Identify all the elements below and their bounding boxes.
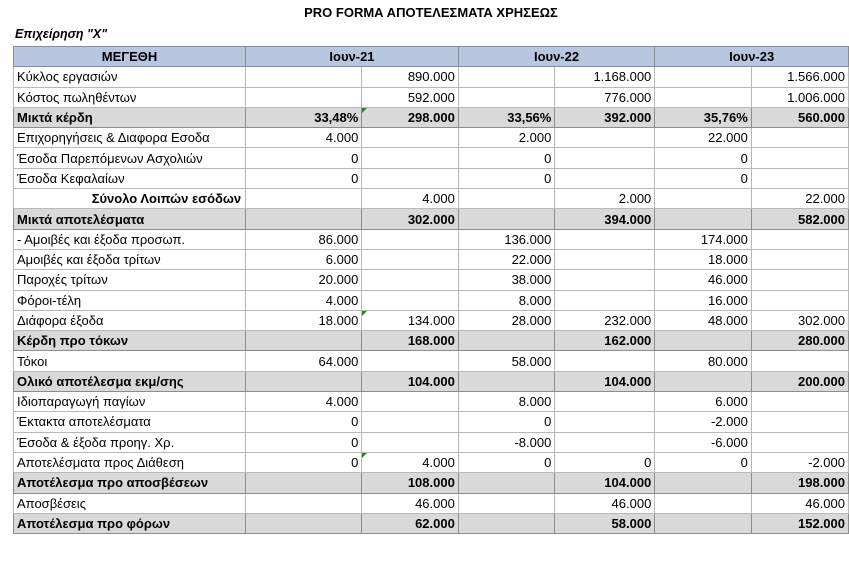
header-measures: ΜΕΓΕΘΗ [14,47,246,67]
detail-cell [655,67,752,87]
table-row [14,209,849,229]
total-cell: 46.000 [751,493,848,513]
total-cell [555,351,655,371]
total-cell: 134.000 [362,310,459,330]
total-cell [555,168,655,188]
total-cell: 0 [555,452,655,472]
detail-cell [655,513,752,533]
row-label: Τόκοι [14,351,246,371]
income-statement-table [13,46,849,534]
detail-cell: 35,76% [655,107,752,127]
table-row [14,412,849,432]
table-row [14,351,849,371]
total-cell [751,351,848,371]
detail-cell [655,331,752,351]
detail-cell: 33,48% [246,107,362,127]
detail-cell: 0 [655,452,752,472]
detail-cell: 4.000 [246,128,362,148]
row-label: Έσοδα Παρεπόμενων Ασχολιών [14,148,246,168]
total-cell: 1.168.000 [555,67,655,87]
detail-cell: 0 [246,168,362,188]
table-row [14,168,849,188]
total-cell: 560.000 [751,107,848,127]
detail-cell [246,189,362,209]
detail-cell: 4.000 [246,392,362,412]
row-label: Κύκλος εργασιών [14,67,246,87]
detail-cell: 20.000 [246,270,362,290]
total-cell: 232.000 [555,310,655,330]
total-cell [751,229,848,249]
row-label: - Αμοιβές και έξοδα προσωπ. [14,229,246,249]
detail-cell [458,493,555,513]
detail-cell: 64.000 [246,351,362,371]
table-body [14,67,849,534]
detail-cell: 0 [458,452,555,472]
total-cell [751,128,848,148]
detail-cell: -8.000 [458,432,555,452]
detail-cell: 48.000 [655,310,752,330]
total-cell [362,432,459,452]
total-cell: 62.000 [362,513,459,533]
detail-cell: 18.000 [246,310,362,330]
detail-cell: 18.000 [655,249,752,269]
detail-cell: 0 [246,452,362,472]
row-label: Ιδιοπαραγωγή παγίων [14,392,246,412]
total-cell [555,392,655,412]
table-row [14,87,849,107]
total-cell: 582.000 [751,209,848,229]
row-label: Φόροι-τέλη [14,290,246,310]
detail-cell: 38.000 [458,270,555,290]
detail-cell: 58.000 [458,351,555,371]
total-cell: 104.000 [362,371,459,391]
row-label: Έσοδα Κεφαλαίων [14,168,246,188]
total-cell: 776.000 [555,87,655,107]
row-label: Έκτακτα αποτελέσματα [14,412,246,432]
detail-cell [458,331,555,351]
total-cell: 298.000 [362,107,459,127]
total-cell: 58.000 [555,513,655,533]
total-cell [555,249,655,269]
table-row [14,249,849,269]
table-row [14,310,849,330]
detail-cell: 4.000 [246,290,362,310]
total-cell: 46.000 [362,493,459,513]
detail-cell: 8.000 [458,290,555,310]
detail-cell [655,493,752,513]
detail-cell: 28.000 [458,310,555,330]
total-cell: 152.000 [751,513,848,533]
total-cell [362,351,459,371]
detail-cell: 22.000 [458,249,555,269]
row-label: Αποτέλεσμα προ φόρων [14,513,246,533]
total-cell: 198.000 [751,473,848,493]
total-cell: 2.000 [555,189,655,209]
detail-cell: -2.000 [655,412,752,432]
total-cell [751,290,848,310]
table-row [14,432,849,452]
detail-cell [246,87,362,107]
detail-cell: 0 [246,412,362,432]
detail-cell [655,371,752,391]
row-label: Αμοιβές και έξοδα τρίτων [14,249,246,269]
table-row [14,513,849,533]
total-cell [555,290,655,310]
detail-cell: 33,56% [458,107,555,127]
detail-cell [458,513,555,533]
report-title: PRO FORMA ΑΠΟΤΕΛΕΣΜΑΤΑ ΧΡΗΣΕΩΣ [304,5,558,20]
table-row [14,148,849,168]
total-cell: 392.000 [555,107,655,127]
detail-cell: 0 [655,148,752,168]
table-row [14,473,849,493]
total-cell [751,432,848,452]
detail-cell [458,67,555,87]
table-row [14,452,849,472]
detail-cell [246,513,362,533]
total-cell [555,229,655,249]
row-label: Διάφορα έξοδα [14,310,246,330]
detail-cell: 0 [246,432,362,452]
detail-cell: 0 [458,412,555,432]
detail-cell: 2.000 [458,128,555,148]
total-cell [751,270,848,290]
total-cell [362,392,459,412]
table-row [14,67,849,87]
total-cell: 592.000 [362,87,459,107]
detail-cell: 6.000 [246,249,362,269]
detail-cell: 46.000 [655,270,752,290]
detail-cell [458,87,555,107]
detail-cell [246,209,362,229]
detail-cell: 86.000 [246,229,362,249]
detail-cell [655,87,752,107]
detail-cell: -6.000 [655,432,752,452]
total-cell [362,168,459,188]
total-cell: 104.000 [555,473,655,493]
detail-cell: 0 [458,168,555,188]
table-row [14,189,849,209]
table-row [14,392,849,412]
detail-cell [655,473,752,493]
table-row [14,493,849,513]
table-row [14,128,849,148]
detail-cell: 136.000 [458,229,555,249]
detail-cell: 0 [655,168,752,188]
total-cell [751,249,848,269]
total-cell [555,270,655,290]
total-cell [362,128,459,148]
total-cell [555,148,655,168]
total-cell: 200.000 [751,371,848,391]
total-cell: -2.000 [751,452,848,472]
total-cell: 302.000 [362,209,459,229]
detail-cell [458,209,555,229]
total-cell: 46.000 [555,493,655,513]
detail-cell: 0 [246,148,362,168]
detail-cell [458,189,555,209]
detail-cell: 8.000 [458,392,555,412]
table-row [14,290,849,310]
total-cell: 104.000 [555,371,655,391]
total-cell [555,412,655,432]
row-label: Μικτά κέρδη [14,107,246,127]
total-cell: 302.000 [751,310,848,330]
total-cell [751,148,848,168]
row-label: Αποσβέσεις [14,493,246,513]
total-cell: 162.000 [555,331,655,351]
row-label: Σύνολο Λοιπών εσόδων [14,189,246,209]
total-cell [362,270,459,290]
total-cell [362,290,459,310]
total-cell: 168.000 [362,331,459,351]
detail-cell [458,371,555,391]
detail-cell: 174.000 [655,229,752,249]
table-row [14,229,849,249]
total-cell: 280.000 [751,331,848,351]
row-label: Επιχορηγήσεις & Διαφορα Εσοδα [14,128,246,148]
row-label: Μικτά αποτελέσματα [14,209,246,229]
table-row [14,371,849,391]
detail-cell [246,493,362,513]
total-cell [555,432,655,452]
header-year: Ιουν-23 [655,47,849,67]
company-name: Επιχείρηση "Χ" [15,27,108,41]
header-year: Ιουν-21 [246,47,459,67]
row-label: Κόστος πωληθέντων [14,87,246,107]
table-row [14,331,849,351]
row-label: Αποτέλεσμα προ αποσβέσεων [14,473,246,493]
row-label: Παροχές τρίτων [14,270,246,290]
detail-cell: 80.000 [655,351,752,371]
total-cell [751,392,848,412]
detail-cell: 6.000 [655,392,752,412]
detail-cell: 0 [458,148,555,168]
total-cell [362,249,459,269]
table-row [14,107,849,127]
total-cell: 394.000 [555,209,655,229]
detail-cell [246,331,362,351]
header-year: Ιουν-22 [458,47,654,67]
total-cell [555,128,655,148]
detail-cell [458,473,555,493]
detail-cell [246,371,362,391]
total-cell: 890.000 [362,67,459,87]
total-cell: 22.000 [751,189,848,209]
row-label: Κέρδη προ τόκων [14,331,246,351]
total-cell [362,412,459,432]
total-cell [362,148,459,168]
detail-cell [246,67,362,87]
total-cell: 1.006.000 [751,87,848,107]
row-label: Αποτελέσματα προς Διάθεση [14,452,246,472]
row-label: Ολικό αποτέλεσμα εκμ/σης [14,371,246,391]
total-cell [751,412,848,432]
row-label: Έσοδα & έξοδα προηγ. Χρ. [14,432,246,452]
detail-cell: 16.000 [655,290,752,310]
total-cell: 1.566.000 [751,67,848,87]
detail-cell [246,473,362,493]
detail-cell [655,209,752,229]
table-row [14,270,849,290]
total-cell: 108.000 [362,473,459,493]
detail-cell [655,189,752,209]
total-cell [751,168,848,188]
header-row [14,47,849,67]
total-cell [362,229,459,249]
total-cell: 4.000 [362,452,459,472]
total-cell: 4.000 [362,189,459,209]
detail-cell: 22.000 [655,128,752,148]
